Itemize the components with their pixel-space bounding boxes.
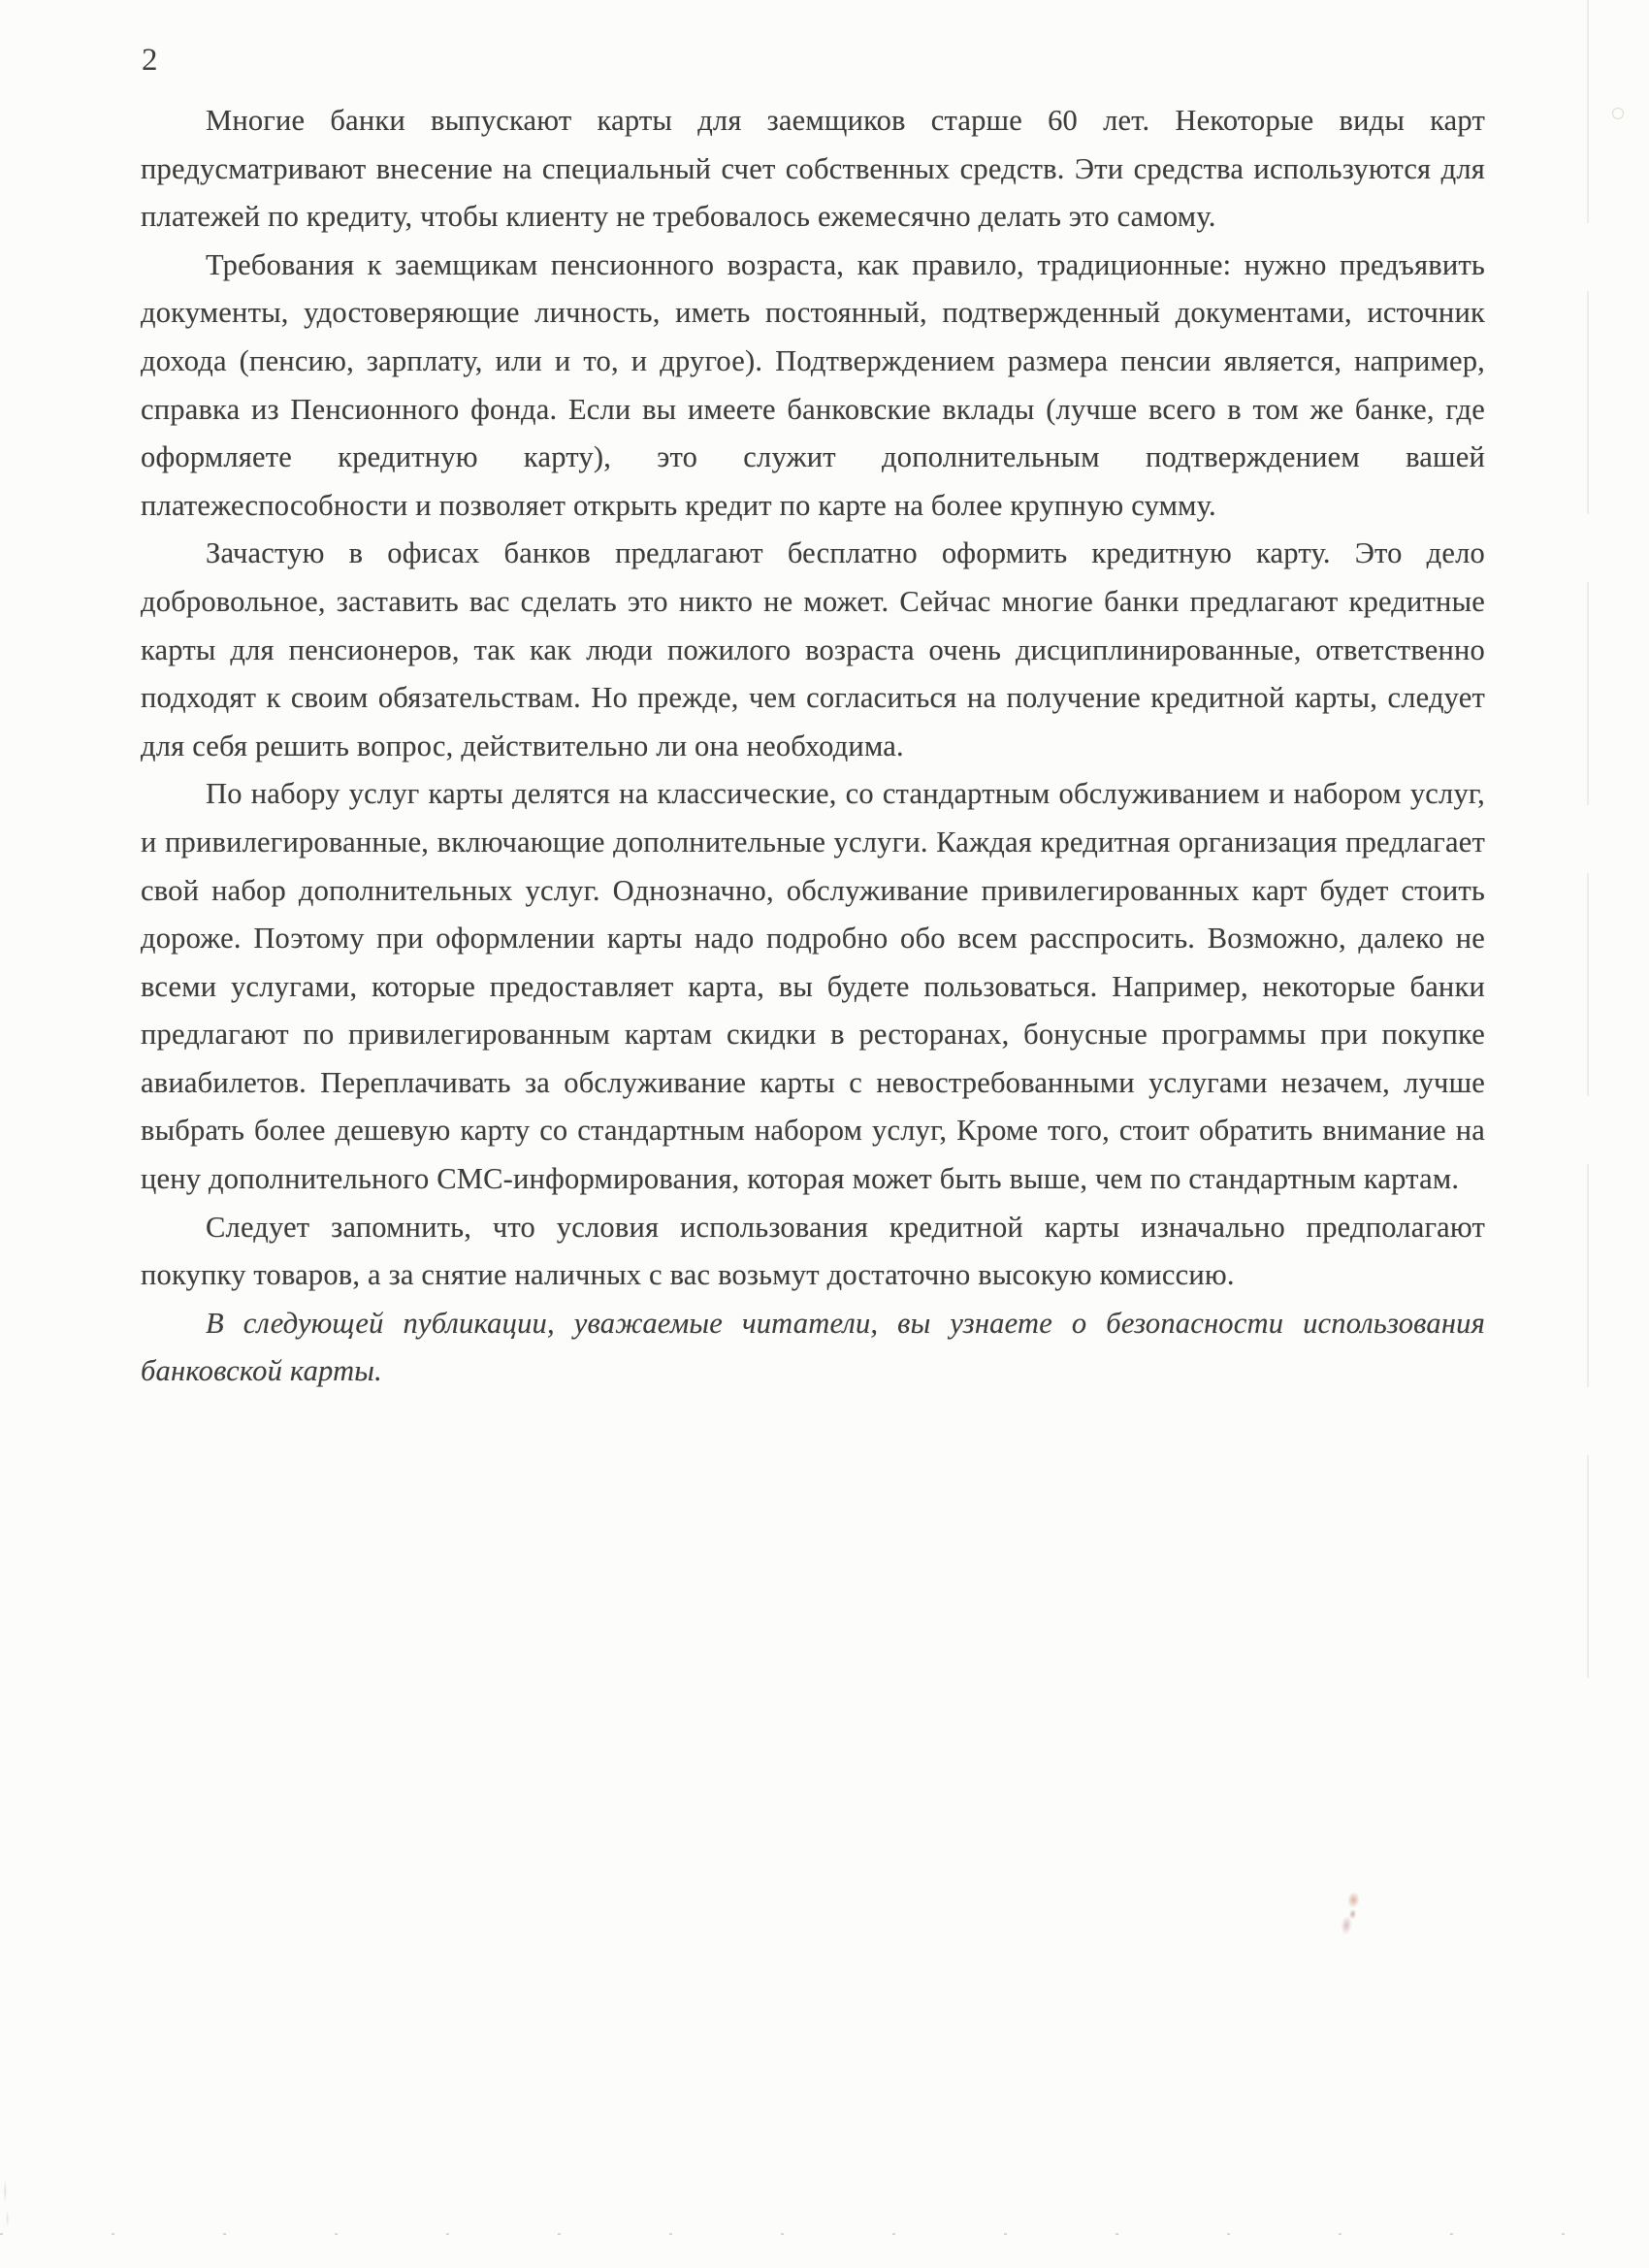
paragraph-banks-issue-cards: Многие банки выпускают карты для заемщиков старше 60 лет. Некоторые виды карт предусматривают внесение на специальный счет собственных средств. Эти средства используются для платежей по кредиту, чтобы клиенту не требовалось ежемесячно делать это самому. bbox=[141, 104, 1485, 234]
document-body bbox=[141, 97, 1485, 1396]
page-number: 2 bbox=[142, 43, 158, 78]
scan-smudge-artifact bbox=[1335, 1887, 1366, 1944]
paragraph-next-publication-note: В следующей публикации, уважаемые читатели, вы узнаете о безопасности использования банковской карты. bbox=[141, 1306, 1485, 1388]
paragraph-cash-withdrawal-fee: Следует запомнить, что условия использования кредитной карты изначально предполагают покупку товаров, а за снятие наличных с вас возьмут достаточно высокую комиссию. bbox=[141, 1210, 1485, 1292]
scan-left-edge-artifact bbox=[2, 2171, 10, 2239]
scan-ring-artifact bbox=[1612, 108, 1624, 119]
paragraph-free-card-offers: Зачастую в офисах банков предлагают бесплатно оформить кредитную карту. Это дело добровольное, заставить вас сделать это никто не может. Сейчас многие банки предлагают кредитные карты для пенсионеров, так как люди пожилого возраста очень дисциплинированные, ответственно подходят к своим обязательствам. Но прежде, чем согласиться на получение кредитной карты, следует для себя решить вопрос, действительно ли она необходима. bbox=[141, 536, 1485, 762]
paragraph-requirements-for-borrowers: Требования к заемщикам пенсионного возраста, как правило, традиционные: нужно предъявить документы, удостоверяющие личность, иметь постоянный, подтвержденный документами, источник дохода (пенсию, зарплату, или и то, и другое). Подтверждением размера пенсии является, например, справка из Пенсионного фонда. Если вы имеете банковские вклады (лучше всего в том же банке, где оформляете кредитную карту), это служит дополнительным подтверждением вашей платежеспособности и позволяет открыть кредит по карте на более крупную сумму. bbox=[141, 247, 1485, 522]
scan-bottom-edge-artifact bbox=[0, 2233, 1649, 2235]
scan-fold-line-artifact bbox=[1587, 0, 1589, 1707]
paragraph-card-service-tiers: По набору услуг карты делятся на классические, со стандартным обслуживанием и набором услуг, и привилегированные, включающие дополнительные услуги. Каждая кредитная организация предлагает свой набор дополнительных услуг. Однозначно, обслуживание привилегированных карт будет стоить дороже. Поэтому при оформлении карты надо подробно обо всем расспросить. Возможно, далеко не всеми услугами, которые предоставляет карта, вы будете пользоваться. Например, некоторые банки предлагают по привилегированным картам скидки в ресторанах, бонусные программы при покупке авиабилетов. Переплачивать за обслуживание карты с невостребованными услугами незачем, лучше выбрать более дешевую карту со стандартным набором услуг, Кроме того, стоит обратить внимание на цену дополнительного СМС-информирования, которая может быть выше, чем по стандартным картам. bbox=[141, 777, 1485, 1196]
